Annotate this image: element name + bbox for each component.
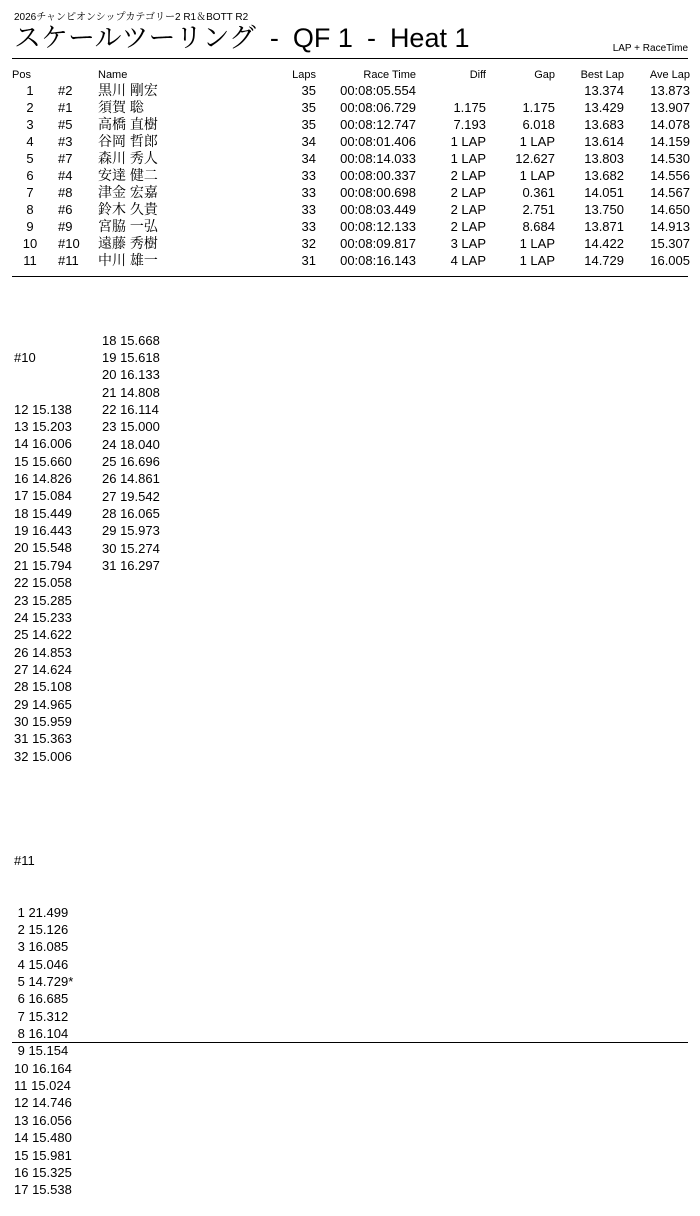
table-row [12, 167, 690, 184]
gap-cell: 2.751 [522, 202, 555, 217]
ave-lap-cell: 14.078 [650, 117, 690, 132]
lap-time-entry: 30 15.274 [102, 540, 160, 556]
race-time-cell: 00:08:03.449 [340, 202, 416, 217]
lap-time-entry: 1 21.499 [14, 904, 69, 920]
lap-time-entry: 15 15.981 [14, 1147, 72, 1163]
race-time-cell: 00:08:09.817 [340, 236, 416, 251]
lap-time-entry: 11 15.024 [14, 1078, 71, 1094]
spacer [14, 800, 73, 817]
pos-cell: 9 [26, 219, 34, 234]
driver-name-cell: 津金 宏嘉 [98, 184, 158, 200]
pos-cell: 8 [26, 202, 34, 217]
table-row [12, 201, 690, 218]
gap-cell: 12.627 [515, 151, 555, 166]
driver-name-cell: 森川 秀人 [98, 150, 158, 166]
pos-cell: 5 [26, 151, 34, 166]
lap-time-entry: 24 18.040 [102, 436, 160, 452]
heat-label: Heat 1 [389, 23, 470, 53]
table-row [12, 82, 690, 99]
laps-cell: 35 [301, 117, 316, 132]
ave-lap-cell: 14.159 [650, 134, 690, 149]
best-lap-cell: 13.803 [584, 151, 624, 166]
gap-cell: 1 LAP [519, 236, 555, 251]
lap-time-entry: 17 15.084 [14, 488, 72, 504]
pos-cell: 10 [22, 236, 38, 251]
lap-time-entry: 28 15.108 [14, 679, 72, 695]
divider [12, 276, 688, 277]
gap-cell: 1 LAP [519, 168, 555, 183]
lap-time-entry: 10 16.164 [14, 1060, 72, 1076]
lap-time-entry: 18 15.668 [102, 332, 160, 348]
laps-cell: 33 [301, 219, 316, 234]
lap-time-entry: 16 14.826 [14, 471, 72, 487]
gap-cell: 8.684 [522, 219, 555, 234]
car-number-cell: #10 [58, 236, 80, 251]
col-laps-header: Laps [292, 69, 316, 81]
car-number-cell: #6 [58, 202, 73, 217]
car-number-cell: #1 [58, 100, 73, 115]
lap-time-entry: 12 15.138 [14, 401, 72, 417]
gap-cell: 1 LAP [519, 134, 555, 149]
table-row [12, 252, 690, 269]
col-race-time-header: Race Time [363, 69, 416, 81]
driver-name-cell: 安達 健二 [98, 167, 158, 183]
car-number-cell: #9 [58, 219, 73, 234]
lap-time-entry: 18 15.449 [14, 505, 72, 521]
lap-time-entry: 30 15.959 [14, 713, 72, 729]
col-best-lap-header: Best Lap [580, 69, 624, 81]
laps-cell: 32 [301, 236, 316, 251]
lap-time-entry: 20 16.133 [102, 367, 160, 383]
diff-cell: 1 LAP [450, 151, 486, 166]
car-10-label: #10 [14, 349, 36, 365]
lap-time-entry: 6 16.685 [14, 991, 69, 1007]
col-ave-lap-header: Ave Lap [649, 69, 690, 81]
diff-cell: 1 LAP [450, 134, 486, 149]
driver-name-cell: 鈴木 久貴 [98, 201, 158, 217]
lap-time-entry: 27 14.624 [14, 661, 72, 677]
gap-cell [486, 82, 555, 99]
driver-name-cell: 遠藤 秀樹 [98, 235, 158, 251]
table-row [12, 99, 690, 116]
lap-time-entry: 25 14.622 [14, 627, 72, 643]
pos-cell: 1 [26, 83, 34, 98]
lap-time-entry: 29 15.973 [102, 523, 160, 539]
lap-time-entry: 27 19.542 [102, 488, 160, 504]
race-time-cell: 00:08:12.747 [340, 117, 416, 132]
diff-cell: 7.193 [453, 117, 486, 132]
lap-time-entry: 14 15.480 [14, 1130, 72, 1146]
lap-time-entry: 32 15.006 [14, 748, 72, 764]
pos-cell: 4 [26, 134, 34, 149]
divider [12, 58, 688, 59]
round-label: QF 1 [292, 23, 353, 53]
driver-name-cell: 谷岡 哲郎 [98, 133, 158, 149]
lap-time-entry: 21 15.794 [14, 557, 72, 573]
ave-lap-cell: 14.650 [650, 202, 690, 217]
lap-time-entry: 23 15.000 [102, 419, 160, 435]
lap-time-entry: 24 15.233 [14, 609, 72, 625]
class-name: スケールツーリング [14, 23, 256, 53]
lap-time-entry: 4 15.046 [14, 956, 69, 972]
table-row [12, 116, 690, 133]
driver-name-cell: 黒川 剛宏 [98, 82, 158, 98]
lap-time-entry: 13 16.056 [14, 1112, 72, 1128]
diff-cell: 3 LAP [450, 236, 486, 251]
pos-cell: 6 [26, 168, 34, 183]
col-gap-header: Gap [534, 69, 555, 81]
title-separator: - [366, 23, 376, 53]
race-time-cell: 00:08:01.406 [340, 134, 416, 149]
lap-time-entry: 5 14.729* [14, 974, 74, 990]
lap-time-entry: 19 16.443 [14, 523, 72, 539]
lap-time-entry: 14 16.006 [14, 436, 72, 452]
lap-time-entry: 9 15.154 [14, 1043, 69, 1059]
car-number-cell: #7 [58, 151, 73, 166]
table-row [12, 184, 690, 201]
lap-time-entry: 16 15.325 [14, 1164, 72, 1180]
diff-cell: 2 LAP [450, 168, 486, 183]
laps-cell: 35 [301, 100, 316, 115]
lap-time-entry: 29 14.965 [14, 696, 72, 712]
col-name-header: Name [98, 69, 128, 81]
lap-time-entry: 8 16.104 [14, 1026, 69, 1042]
diff-cell: 4 LAP [450, 253, 486, 268]
pos-cell: 11 [23, 253, 37, 268]
best-lap-cell: 14.051 [584, 185, 624, 200]
best-lap-cell: 13.871 [584, 219, 624, 234]
car-10-lap-list [14, 401, 73, 765]
col-no-header [48, 68, 98, 82]
title-separator: - [269, 23, 279, 53]
diff-cell: 2 LAP [450, 219, 486, 234]
car-number-cell: #3 [58, 134, 73, 149]
lap-time-entry: 21 14.808 [102, 384, 160, 400]
ave-lap-cell: 14.913 [650, 219, 690, 234]
diff-cell: 1.175 [453, 100, 486, 115]
ave-lap-cell: 15.307 [650, 236, 690, 251]
ave-lap-cell: 13.873 [650, 83, 690, 98]
laps-cell: 35 [301, 83, 316, 98]
lap-column-1 [14, 314, 73, 1216]
ave-lap-cell: 14.556 [650, 168, 690, 183]
best-lap-cell: 13.374 [584, 83, 624, 98]
race-time-cell: 00:08:00.337 [340, 168, 416, 183]
car-number-cell: #11 [58, 253, 79, 268]
gap-cell: 6.018 [522, 117, 555, 132]
lap-time-entry: 31 16.297 [102, 558, 160, 574]
lap-column-2 [102, 297, 160, 592]
ave-lap-cell: 13.907 [650, 100, 690, 115]
car-number-cell: #2 [58, 83, 73, 98]
lap-time-entry: 22 16.114 [102, 402, 159, 418]
lap-time-entry: 3 16.085 [14, 939, 69, 955]
lap-time-entry: 26 14.861 [102, 471, 160, 487]
pos-cell: 3 [26, 117, 34, 132]
laps-cell: 33 [301, 168, 316, 183]
table-row [12, 150, 690, 167]
driver-name-cell: 中川 雄一 [98, 252, 158, 268]
lap-time-entry: 13 15.203 [14, 419, 72, 435]
results-body [12, 82, 690, 269]
race-time-cell: 00:08:14.033 [340, 151, 416, 166]
col-pos-header: Pos [12, 69, 31, 81]
best-lap-cell: 14.729 [584, 253, 624, 268]
gap-cell: 1.175 [522, 100, 555, 115]
lap-time-entry: 12 14.746 [14, 1095, 72, 1111]
col-diff-header: Diff [469, 69, 486, 81]
pos-cell: 2 [26, 100, 34, 115]
pos-cell: 7 [26, 185, 34, 200]
car-10-lap-list-continued [102, 332, 160, 575]
race-time-cell: 00:08:16.143 [340, 253, 416, 268]
best-lap-cell: 13.750 [584, 202, 624, 217]
diff-cell: 2 LAP [450, 202, 486, 217]
ave-lap-cell: 14.530 [650, 151, 690, 166]
results-table [12, 68, 690, 269]
table-row [12, 133, 690, 150]
lap-time-entry: 15 15.660 [14, 453, 72, 469]
lap-time-entry: 19 15.618 [102, 350, 160, 366]
lap-time-entry: 23 15.285 [14, 592, 72, 608]
race-time-cell: 00:08:05.554 [340, 83, 416, 98]
ave-lap-cell: 16.005 [650, 253, 690, 268]
diff-cell: 2 LAP [450, 185, 486, 200]
best-lap-cell: 13.683 [584, 117, 624, 132]
gap-cell: 1 LAP [519, 253, 555, 268]
gap-cell: 0.361 [522, 185, 555, 200]
race-time-cell: 00:08:00.698 [340, 185, 416, 200]
lap-time-entry: 22 15.058 [14, 575, 72, 591]
best-lap-cell: 13.682 [584, 168, 624, 183]
lap-time-entry: 7 15.312 [14, 1008, 69, 1024]
car-11-lap-list [14, 904, 73, 1199]
laps-cell: 34 [301, 151, 316, 166]
best-lap-cell: 14.422 [584, 236, 624, 251]
lap-time-entry: 28 16.065 [102, 506, 160, 522]
driver-name-cell: 須賀 聡 [98, 99, 144, 115]
table-header-row [12, 68, 690, 82]
lap-time-entry: 17 15.538 [14, 1182, 72, 1198]
race-time-cell: 00:08:12.133 [340, 219, 416, 234]
lap-time-entry: 26 14.853 [14, 644, 72, 660]
car-number-cell: #8 [58, 185, 73, 200]
event-subtitle: 2026チャンピオンシップカテゴリー2 R1＆BOTT R2 [14, 12, 249, 23]
table-row [12, 218, 690, 235]
laps-cell: 31 [301, 253, 316, 268]
best-lap-cell: 13.429 [584, 100, 624, 115]
table-row [12, 235, 690, 252]
diff-cell [416, 82, 486, 99]
laps-cell: 33 [301, 185, 316, 200]
lap-time-entry: 2 15.126 [14, 922, 69, 938]
laps-cell: 34 [301, 134, 316, 149]
car-number-cell: #4 [58, 168, 73, 183]
race-time-cell: 00:08:06.729 [340, 100, 416, 115]
lap-time-entry: 25 16.696 [102, 454, 160, 470]
ave-lap-cell: 14.567 [650, 185, 690, 200]
report-mode: LAP + RaceTime [612, 43, 688, 54]
divider [12, 1042, 688, 1043]
driver-name-cell: 高橋 直樹 [98, 116, 158, 132]
page-title [14, 22, 470, 54]
best-lap-cell: 13.614 [584, 134, 624, 149]
car-11-label: #11 [14, 852, 35, 868]
car-number-cell: #5 [58, 117, 73, 132]
driver-name-cell: 宮脇 一弘 [98, 218, 158, 234]
lap-time-entry: 20 15.548 [14, 540, 72, 556]
lap-time-entry: 31 15.363 [14, 731, 72, 747]
laps-cell: 33 [301, 202, 316, 217]
